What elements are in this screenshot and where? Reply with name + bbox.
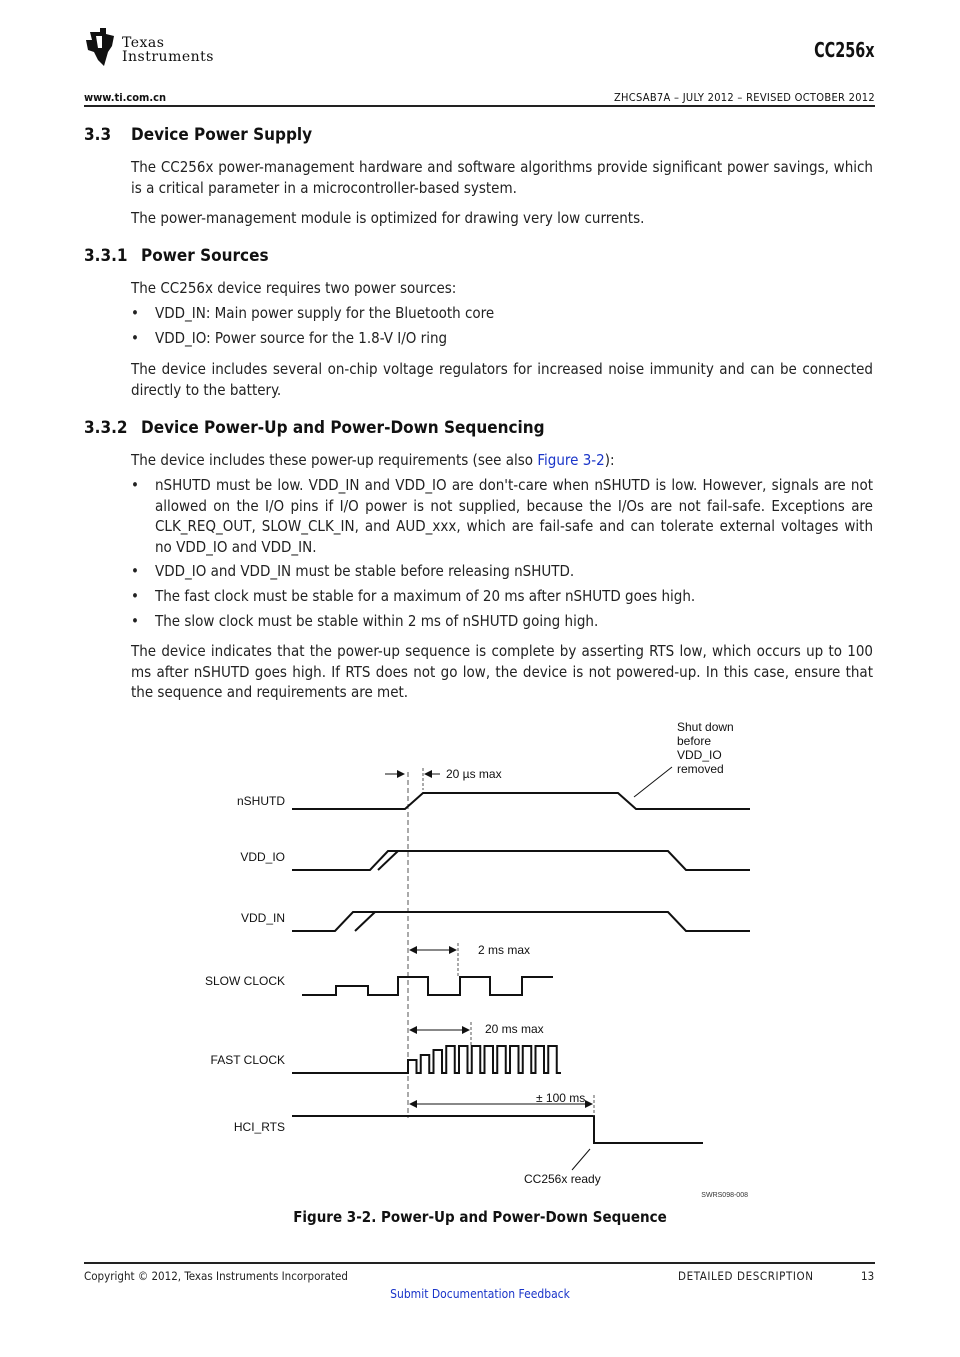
annotation-2ms: 2 ms max: [478, 943, 531, 957]
document-id: CC256x: [814, 38, 875, 62]
list-item: • VDD_IN: Main power supply for the Bluetooth core: [131, 304, 495, 322]
revision-info: ZHCSAB7A – JULY 2012 – REVISED OCTOBER 2012: [613, 91, 875, 104]
list-item: • The fast clock must be stable for a maximum of 20 ms after nSHUTD goes high.: [131, 587, 696, 605]
timing-diagram: [0, 700, 960, 1210]
waveform-slow-clock: [302, 977, 553, 995]
signal-label-slow-clock: SLOW CLOCK: [204, 974, 285, 988]
section-3-3-paragraph-2: The power-management module is optimized for drawing very low currents.: [131, 209, 645, 227]
ti-logo-icon: [84, 28, 118, 68]
signal-label-vdd-io: VDD_IO: [240, 850, 285, 864]
waveform-hci-rts: [292, 1116, 703, 1143]
section-3-3-paragraph-1: The CC256x power-management hardware and software algorithms provide significant power savings, which is a critical parameter in a microcontroller-based system.: [131, 158, 873, 197]
list-item: • The slow clock must be stable within 2 ms of nSHUTD going high.: [131, 612, 599, 630]
copyright: Copyright © 2012, Texas Instruments Incorporated: [84, 1269, 348, 1283]
section-3-3-1-paragraph-2: The device includes several on-chip voltage regulators for increased noise immunity and can be connected directly to the battery.: [131, 360, 873, 399]
section-3-3-1-intro: The CC256x device requires two power sources:: [131, 279, 457, 297]
waveform-vdd-io: [292, 851, 750, 870]
section-3-3-1-number: 3.3.1: [84, 246, 128, 266]
section-3-3-2-paragraph-2: The device indicates that the power-up sequence is complete by asserting RTS low, which occurs up to 100 ms after nSHUTD goes high. If RTS does not go low, the device is not powered-up. In this case, ensure that the sequence and requirements are met.: [131, 642, 873, 701]
page-number: 13: [861, 1269, 875, 1283]
shutdown-leader-line: [634, 767, 672, 797]
footer-section: DETAILED DESCRIPTION: [678, 1269, 814, 1283]
section-3-3-2-number: 3.3.2: [84, 418, 128, 438]
ready-leader-line: [572, 1149, 590, 1170]
company-name-line1: Texas: [122, 35, 165, 51]
figure-3-2-link[interactable]: Figure 3-2: [537, 451, 605, 469]
section-3-3-title: Device Power Supply: [131, 125, 313, 145]
ti-logo: [84, 28, 244, 72]
waveform-fast-clock: [292, 1046, 561, 1073]
waveform-vdd-in-ramp: [355, 912, 375, 931]
list-item: • VDD_IO: Power source for the 1.8-V I/O ring: [131, 329, 448, 347]
waveform-nshutd: [292, 793, 750, 809]
submit-feedback-link[interactable]: Submit Documentation Feedback: [390, 1287, 570, 1301]
figure-caption: Figure 3-2. Power-Up and Power-Down Sequence: [293, 1208, 667, 1226]
svg-text:removed: removed: [677, 762, 724, 776]
svg-text:before: before: [677, 734, 712, 748]
annotation-20ms: 20 ms max: [485, 1022, 544, 1036]
section-3-3-2-title: Device Power-Up and Power-Down Sequencing: [141, 418, 545, 438]
company-name-line2: Instruments: [122, 49, 214, 65]
annotation-100ms: ± 100 ms: [536, 1091, 586, 1105]
figure-id: SWRS098-008: [701, 1192, 748, 1199]
shutdown-note: [677, 720, 734, 776]
section-3-3-1-title: Power Sources: [141, 246, 269, 266]
waveform-vdd-in: [292, 912, 750, 931]
annotation-20us: 20 µs max: [446, 767, 502, 781]
header-rule: [84, 105, 875, 107]
ready-note: CC256x ready: [524, 1172, 601, 1186]
signal-label-nshutd: nSHUTD: [236, 794, 285, 808]
list-item: • nSHUTD must be low. VDD_IN and VDD_IO are don't-care when nSHUTD is low. However, signals are not allowed on the I/O pins if I/O power is not supplied, because the I/Os are not fail-safe. Exceptions are CLK_REQ_OUT, SLOW_CLK_IN, and AUD_xxx, which are fail-safe and can tolerate external voltages with no VDD_IO and VDD_IN.: [131, 476, 873, 556]
website-link[interactable]: www.ti.com.cn: [84, 91, 167, 104]
svg-text:VDD_IO: VDD_IO: [677, 748, 722, 762]
signal-label-fast-clock: FAST CLOCK: [210, 1053, 285, 1067]
svg-text:Shut down: Shut down: [677, 720, 734, 734]
waveform-vdd-io-ramp: [378, 851, 398, 870]
footer-rule: [84, 1262, 875, 1264]
list-item: • VDD_IO and VDD_IN must be stable before releasing nSHUTD.: [131, 562, 575, 580]
section-3-3-2-intro: The device includes these power-up requirements (see also Figure 3-2):: [131, 451, 615, 469]
signal-label-vdd-in: VDD_IN: [240, 911, 285, 925]
signal-label-hci-rts: HCI_RTS: [233, 1120, 285, 1134]
section-3-3-number: 3.3: [84, 125, 112, 145]
